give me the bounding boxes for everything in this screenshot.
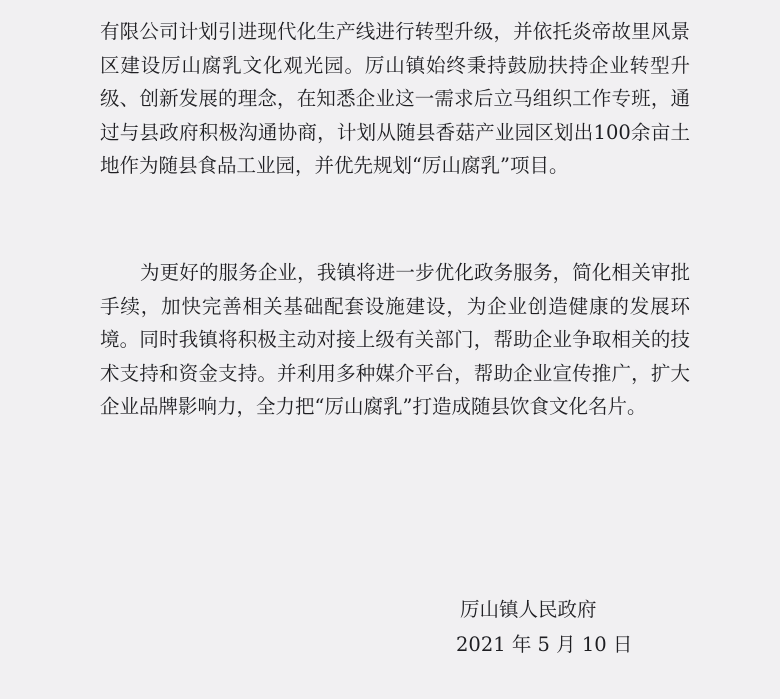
body-paragraph-1: 有限公司计划引进现代化生产线进行转型升级，并依托炎帝故里风景区建设厉山腐乳文化观光园。厉山镇始终秉持鼓励扶持企业转型升级、创新发展的理念，在知悉企业这一需求后立马组织工作专班，通过与县政府积极沟通协商，计划从随县香菇产业园区划出100余亩土地作为随县食品工业园，并优先规划“厉山腐乳”项目。: [100, 20, 690, 177]
body-paragraph-2: 为更好的服务企业，我镇将进一步优化政务服务，简化相关审批手续，加快完善相关基础配套设施建设，为企业创造健康的发展环境。同时我镇将积极主动对接上级有关部门，帮助企业争取相关的技术支持和资金支持。并利用多种媒介平台，帮助企业宣传推广，扩大企业品牌影响力，全力把“厉山腐乳”打造成随县饮食文化名片。: [100, 261, 690, 418]
watermark-bleed-through: [420, 215, 460, 260]
signature-date: 2021 年 5 月 10 日: [456, 633, 633, 656]
signature-organization: 厉山镇人民政府: [460, 598, 597, 621]
